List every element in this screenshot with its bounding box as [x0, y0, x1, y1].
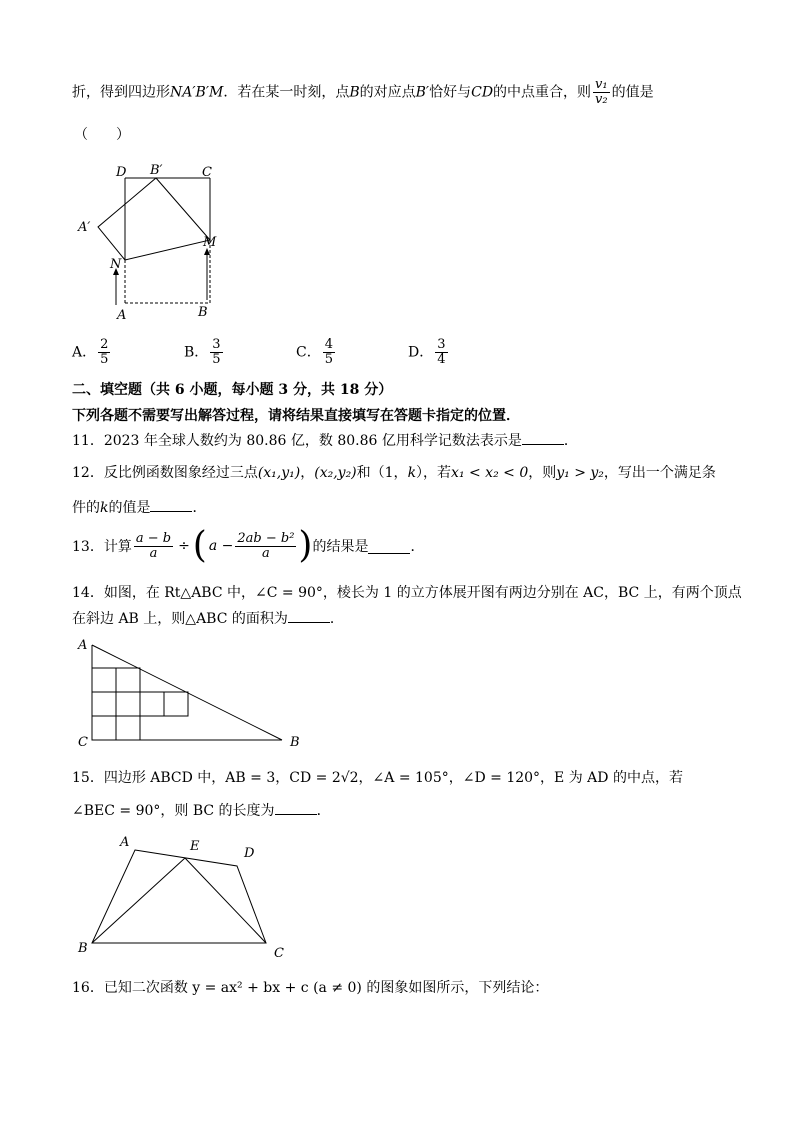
label-A: A	[117, 308, 127, 323]
fraction-numerator: 3	[437, 337, 446, 352]
option-a[interactable]	[72, 338, 112, 367]
fraction-numerator: 2	[100, 337, 109, 352]
condition-y: y₁ > y₂	[556, 465, 604, 481]
velocity-ratio-fraction	[593, 78, 610, 107]
fraction-numerator: v₁	[595, 77, 608, 92]
var-k: k	[100, 500, 109, 516]
label-B: B	[290, 735, 300, 750]
option-fraction	[98, 338, 110, 367]
label-A: A	[120, 835, 130, 850]
label-C: C	[274, 946, 284, 961]
text: ．若在某一时刻，点	[223, 84, 350, 101]
text: ，则	[528, 465, 557, 481]
question-12-line-1	[72, 463, 716, 483]
fraction-denominator: 5	[100, 352, 109, 367]
fraction-2	[235, 532, 296, 561]
label-D: D	[244, 846, 255, 861]
question-15-line-1: 15．四边形 ABCD 中，AB = 3，CD = 2√2，∠A = 105°，∠D = 120°，E 为 AD 的中点，若	[72, 770, 683, 786]
triangle-cube-net-figure	[72, 635, 312, 750]
open-paren: (	[192, 525, 207, 566]
point-label: B′	[415, 84, 430, 101]
text: 的结果是	[312, 539, 369, 555]
text: 件的	[72, 500, 100, 516]
fraction-numerator: 3	[212, 337, 221, 352]
fraction-denominator: 5	[324, 352, 333, 367]
answer-blank[interactable]	[288, 608, 330, 623]
answer-parentheses: （ ）	[74, 127, 130, 143]
point-1: (x₁,y₁)	[257, 465, 301, 481]
quadrilateral-figure	[72, 830, 302, 965]
answer-blank[interactable]	[522, 430, 564, 445]
option-fraction	[435, 338, 447, 367]
fraction-numerator: a − b	[135, 530, 172, 546]
label-B: B	[78, 941, 88, 956]
text: 13．计算	[72, 539, 132, 555]
text: 的值是	[611, 84, 654, 101]
text: 的对应点	[359, 84, 416, 101]
label-C: C	[202, 165, 212, 180]
point-2: (x₂,y₂)	[314, 465, 357, 481]
option-fraction	[323, 338, 335, 367]
option-label: C．	[296, 344, 321, 361]
segment-label: CD	[471, 84, 494, 101]
text: ∠BEC = 90°，则 BC 的长度为	[72, 803, 275, 819]
text: ，写出一个满足条	[603, 465, 716, 481]
answer-blank[interactable]	[150, 497, 192, 512]
question-15-line-2	[72, 800, 331, 821]
label-D: D	[116, 165, 127, 180]
option-d[interactable]	[408, 338, 450, 367]
label-B: B	[198, 305, 208, 320]
question-16: 16．已知二次函数 y = ax² + bx + c (a ≠ 0) 的图象如图所示，下列结论：	[72, 980, 549, 996]
operator: ÷	[178, 538, 190, 554]
close-paren: )	[298, 525, 313, 566]
var-k: k	[407, 465, 417, 481]
label-N: N	[110, 257, 122, 272]
text: 折，得到四边形	[72, 84, 170, 101]
point-label: B	[349, 84, 360, 101]
text: 恰好与	[429, 84, 472, 101]
label-C: C	[78, 735, 88, 750]
fraction-numerator: 2ab − b²	[237, 530, 295, 546]
text: ．	[329, 611, 344, 627]
label-B-prime: B′	[150, 163, 163, 178]
fraction-denominator: v₂	[595, 92, 608, 107]
text: 在斜边 AB 上，则△ABC 的面积为	[72, 611, 288, 627]
label-A: A	[78, 638, 88, 653]
text: ．	[563, 433, 578, 449]
quad-label: NA′B′M	[170, 84, 224, 101]
text: 的中点重合，则	[493, 84, 592, 101]
label-A-prime: A′	[78, 220, 91, 235]
question-14-line-1: 14．如图，在 Rt△ABC 中，∠C = 90°，棱长为 1 的立方体展开图有两边分别在 AC，BC 上，有两个顶点	[72, 585, 742, 601]
text: ．	[316, 803, 331, 819]
answer-blank[interactable]	[275, 800, 317, 815]
label-M: M	[203, 235, 217, 250]
option-b[interactable]	[184, 338, 225, 367]
option-fraction	[210, 338, 222, 367]
option-label: B．	[184, 344, 209, 361]
question-14-line-2	[72, 608, 344, 629]
question-12-line-2	[72, 497, 206, 518]
fraction-denominator: 4	[437, 352, 446, 367]
answer-blank[interactable]	[368, 539, 410, 554]
option-label: A．	[72, 344, 97, 361]
folding-rectangle-figure	[70, 160, 230, 325]
text: ），若	[416, 465, 452, 481]
option-c[interactable]	[296, 338, 337, 367]
fraction-denominator: a	[262, 545, 270, 561]
label-E: E	[190, 839, 200, 854]
question-13	[72, 525, 425, 566]
fraction-denominator: 5	[212, 352, 221, 367]
question-11	[72, 430, 578, 451]
text: 12．反比例函数图象经过三点	[72, 465, 258, 481]
text: ，	[300, 465, 315, 481]
text: ．	[410, 539, 425, 555]
question-text: 11．2023 年全球人数约为 80.86 亿，数 80.86 亿用科学记数法表示是	[72, 433, 522, 449]
option-label: D．	[408, 344, 434, 361]
text: ．	[192, 500, 207, 516]
text: a −	[208, 538, 234, 554]
text: 和（1，	[356, 465, 408, 481]
condition-x: x₁ < x₂ < 0	[451, 465, 529, 481]
text: 的值是	[108, 500, 151, 516]
section-instruction: 下列各题不需要写出解答过程，请将结果直接填写在答题卡指定的位置．	[72, 408, 520, 424]
question-10-continuation	[72, 78, 654, 107]
fraction-denominator: a	[149, 545, 158, 561]
fraction-1	[134, 532, 173, 561]
fraction-numerator: 4	[324, 337, 333, 352]
section-title: 二、填空题（共 6 小题，每小题 3 分，共 18 分）	[72, 382, 393, 398]
